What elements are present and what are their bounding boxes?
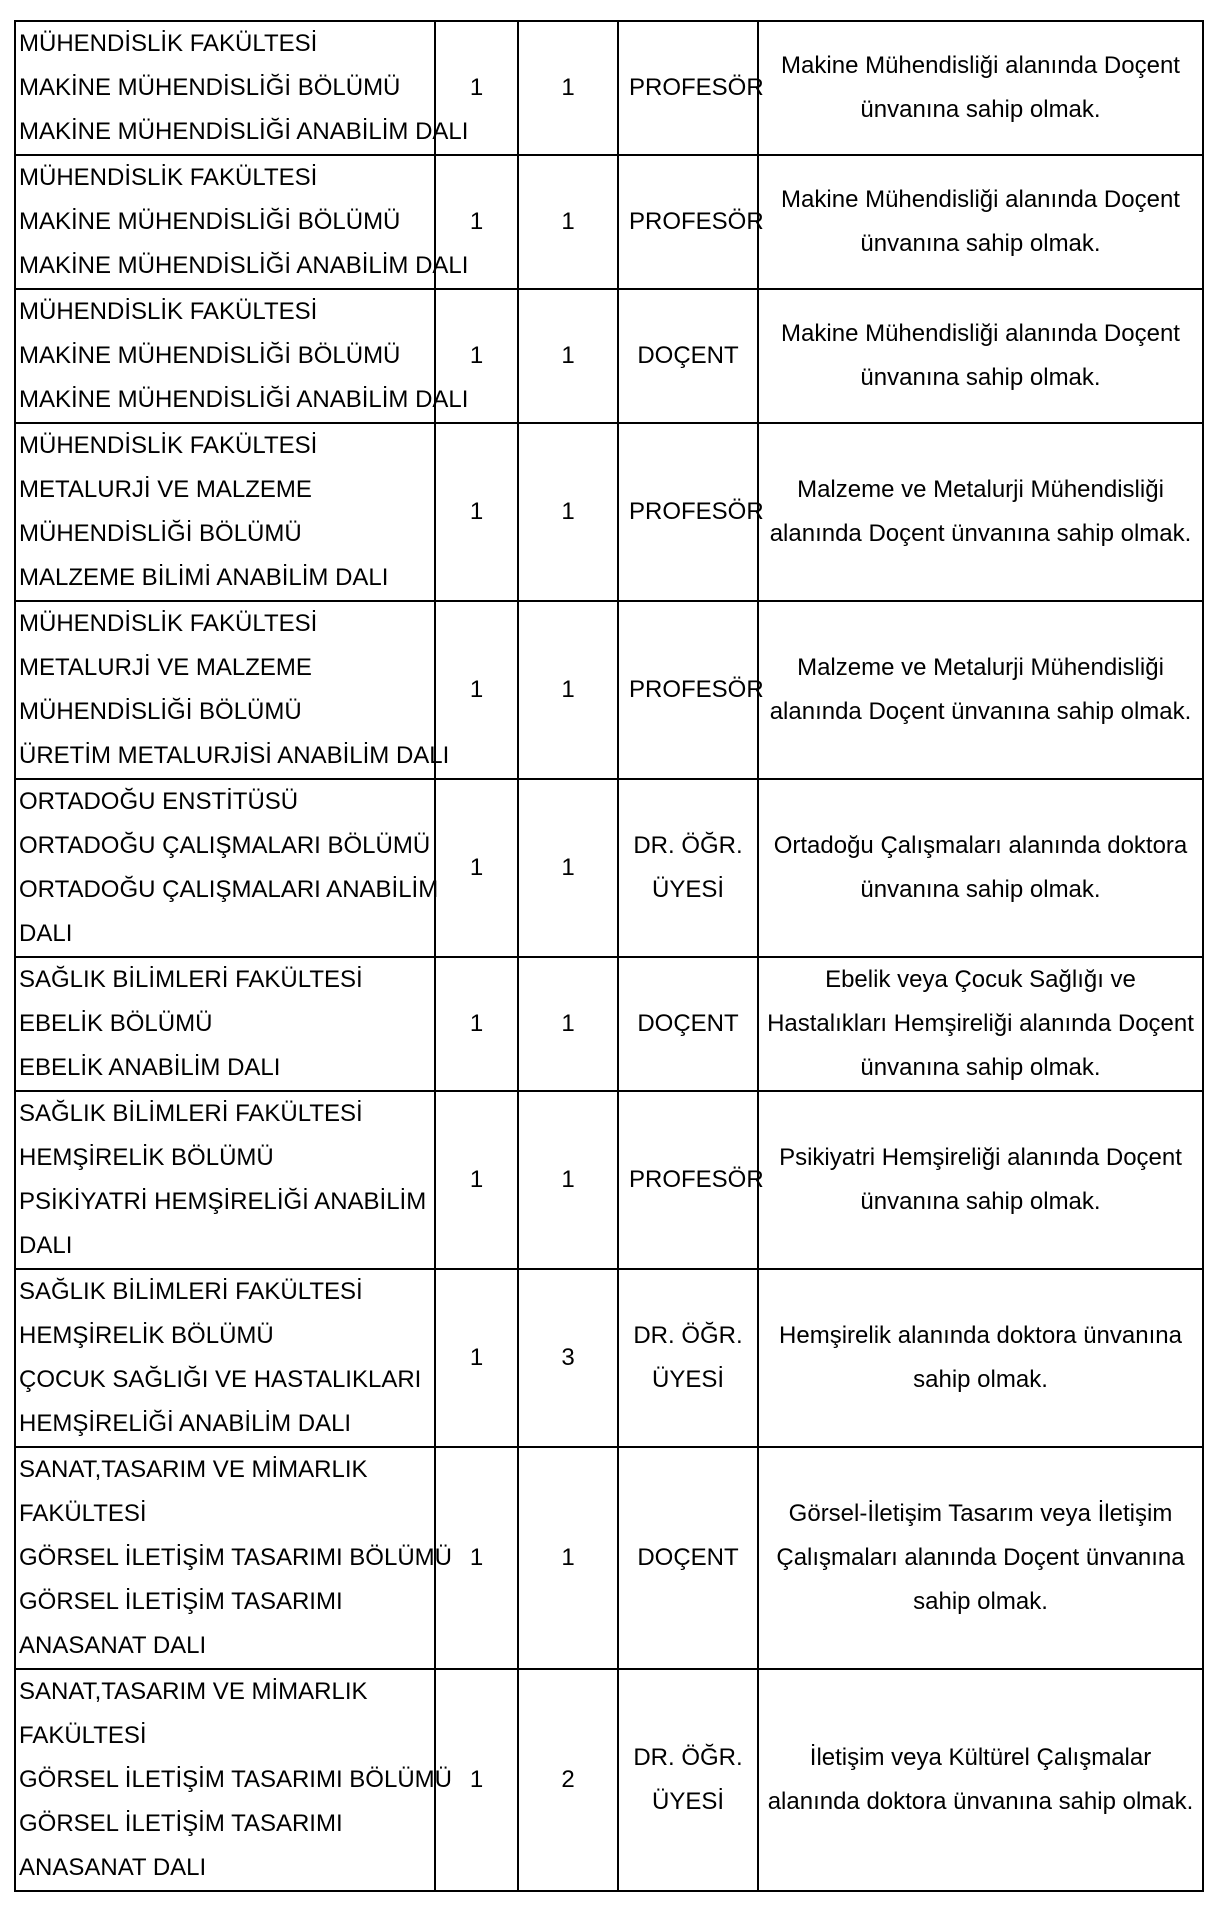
requirement-cell [758,957,1203,1091]
title-cell [618,601,764,779]
unit-line: MAKİNE MÜHENDİSLİĞİ BÖLÜMÜ [19,342,401,369]
title-cell [618,1269,758,1447]
unit-line: SANAT,TASARIM VE MİMARLIK [19,1678,368,1705]
title-cell [618,289,758,423]
requirement-cell [758,423,1203,601]
title-cell-text: DOÇENT [637,1544,739,1571]
requirement-cell [758,601,1203,779]
quantity-cell-text: 1 [561,208,575,235]
quantity-cell [518,1269,618,1447]
unit-line: ÜRETİM METALURJİSİ ANABİLİM DALI [19,742,450,769]
table-row [15,155,1203,289]
requirement-cell-text: İletişim veya Kültürel Çalışmalar alanında doktora ünvanına sahip olmak. [767,1744,1194,1815]
unit-line: GÖRSEL İLETİŞİM TASARIMI [19,1810,343,1837]
unit-cell [15,289,469,423]
requirement-cell-text: Makine Mühendisliği alanında Doçent ünvanına sahip olmak. [781,52,1180,123]
unit-line: ÇOCUK SAĞLIĞI VE HASTALIKLARI [19,1366,422,1393]
unit-line: MÜHENDİSLİĞİ BÖLÜMÜ [19,698,302,725]
count-cell [435,957,518,1091]
count-cell-text: 1 [469,1166,484,1193]
unit-line: MAKİNE MÜHENDİSLİĞİ ANABİLİM DALI [19,386,469,413]
unit-line: ORTADOĞU ÇALIŞMALARI ANABİLİM [19,876,439,903]
unit-cell [15,1269,435,1447]
requirement-cell-text: Hemşirelik alanında doktora ünvanına sahip olmak. [779,1322,1182,1393]
requirement-cell [758,289,1203,423]
quantity-cell [518,779,618,957]
requirement-cell [758,155,1203,289]
unit-line: GÖRSEL İLETİŞİM TASARIMI BÖLÜMÜ [19,1544,452,1571]
unit-line: MÜHENDİSLİĞİ BÖLÜMÜ [19,520,302,547]
unit-line: MÜHENDİSLİK FAKÜLTESİ [19,30,318,57]
quantity-cell [518,289,618,423]
unit-line: EBELİK BÖLÜMÜ [19,1010,213,1037]
requirement-cell-text: Malzeme ve Metalurji Mühendisliği alanında Doçent ünvanına sahip olmak. [769,476,1192,547]
quantity-cell [518,423,618,601]
quantity-cell [518,21,618,155]
requirement-cell [758,21,1203,155]
unit-line: ORTADOĞU ÇALIŞMALARI BÖLÜMÜ [19,832,431,859]
count-cell-text: 1 [469,854,484,881]
unit-line: EBELİK ANABİLİM DALI [19,1054,281,1081]
unit-cell [15,601,450,779]
count-cell [435,779,518,957]
count-cell-text: 1 [469,676,484,703]
quantity-cell-text: 1 [561,1010,575,1037]
table-row [15,1447,1203,1669]
table-row [15,21,1203,155]
title-cell-text: PROFESÖR [629,74,764,101]
quantity-cell-text: 3 [561,1344,575,1371]
title-cell-text: DOÇENT [637,342,739,369]
quantity-cell-text: 1 [561,1166,575,1193]
unit-line: SAĞLIK BİLİMLERİ FAKÜLTESİ [19,1278,363,1305]
quantity-cell-text: 1 [561,854,575,881]
requirement-cell-text: Malzeme ve Metalurji Mühendisliği alanında Doçent ünvanına sahip olmak. [769,654,1192,725]
table-row [15,1091,1203,1269]
count-cell-text: 1 [469,342,484,369]
title-cell-text: DOÇENT [637,1010,739,1037]
count-cell-text: 1 [469,498,484,525]
quantity-cell-text: 1 [561,342,575,369]
unit-cell [15,779,439,957]
quantity-cell-text: 1 [561,498,575,525]
table-row [15,1269,1203,1447]
count-cell-text: 1 [469,208,484,235]
unit-line: MAKİNE MÜHENDİSLİĞİ ANABİLİM DALI [19,118,469,145]
unit-line: DALI [19,1232,73,1259]
requirement-cell [758,1669,1203,1891]
unit-line: MÜHENDİSLİK FAKÜLTESİ [19,432,318,459]
requirement-cell-text: Görsel-İletişim Tasarım veya İletişim Çalışmaları alanında Doçent ünvanına sahip olmak. [776,1500,1185,1615]
title-cell-text: PROFESÖR [629,676,764,703]
quantity-cell [518,957,618,1091]
unit-line: METALURJİ VE MALZEME [19,476,312,503]
unit-line: DALI [19,920,73,947]
table-row [15,1669,1203,1891]
quantity-cell [518,1447,618,1669]
title-cell [618,1669,758,1891]
title-cell [618,1447,758,1669]
count-cell-text: 1 [469,1344,484,1371]
unit-line: ORTADOĞU ENSTİTÜSÜ [19,788,299,815]
unit-cell [15,155,469,289]
unit-line: HEMŞİRELİĞİ ANABİLİM DALI [19,1410,352,1437]
requirement-cell-text: Makine Mühendisliği alanında Doçent ünvanına sahip olmak. [781,320,1180,391]
quantity-cell-text: 1 [561,676,575,703]
unit-cell [15,1091,435,1269]
title-cell [618,155,764,289]
unit-line: MÜHENDİSLİK FAKÜLTESİ [19,164,318,191]
count-cell [435,1091,518,1269]
unit-cell [15,1447,452,1669]
title-cell-text: DR. ÖĞR. ÜYESİ [633,1744,743,1815]
title-cell-text: PROFESÖR [629,498,764,525]
unit-line: FAKÜLTESİ [19,1722,147,1749]
unit-line: HEMŞİRELİK BÖLÜMÜ [19,1322,274,1349]
quantity-cell [518,1669,618,1891]
unit-cell [15,1669,452,1891]
unit-line: MAKİNE MÜHENDİSLİĞİ ANABİLİM DALI [19,252,469,279]
title-cell-text: DR. ÖĞR. ÜYESİ [633,832,743,903]
unit-line: MÜHENDİSLİK FAKÜLTESİ [19,610,318,637]
count-cell-text: 1 [469,1010,484,1037]
requirement-cell [758,1269,1203,1447]
title-cell [618,1091,764,1269]
requirement-cell [758,779,1203,957]
unit-cell [15,957,435,1091]
title-cell-text: DR. ÖĞR. ÜYESİ [633,1322,743,1393]
count-cell-text: 1 [469,1766,484,1793]
count-cell [435,1269,518,1447]
unit-line: GÖRSEL İLETİŞİM TASARIMI [19,1588,343,1615]
unit-line: MÜHENDİSLİK FAKÜLTESİ [19,298,318,325]
title-cell-text: PROFESÖR [629,208,764,235]
unit-line: SANAT,TASARIM VE MİMARLIK [19,1456,368,1483]
unit-line: MALZEME BİLİMİ ANABİLİM DALI [19,564,389,591]
requirement-cell [758,1091,1203,1269]
quantity-cell-text: 2 [561,1766,575,1793]
unit-line: ANASANAT DALI [19,1632,207,1659]
unit-line: PSİKİYATRİ HEMŞİRELİĞİ ANABİLİM [19,1188,427,1215]
unit-cell [15,21,469,155]
unit-line: SAĞLIK BİLİMLERİ FAKÜLTESİ [19,966,363,993]
unit-line: HEMŞİRELİK BÖLÜMÜ [19,1144,274,1171]
count-cell [435,423,518,601]
unit-cell [15,423,435,601]
table-row [15,957,1203,1091]
positions-table-body [15,21,1203,1891]
requirement-cell [758,1447,1203,1669]
requirement-cell-text: Ortadoğu Çalışmaları alanında doktora ünvanına sahip olmak. [773,832,1188,903]
title-cell [618,957,758,1091]
title-cell [618,779,758,957]
table-row [15,423,1203,601]
title-cell-text: PROFESÖR [629,1166,764,1193]
quantity-cell-text: 1 [561,74,575,101]
unit-line: MAKİNE MÜHENDİSLİĞİ BÖLÜMÜ [19,74,401,101]
unit-line: FAKÜLTESİ [19,1500,147,1527]
table-row [15,289,1203,423]
count-cell-text: 1 [469,1544,484,1571]
quantity-cell [518,1091,618,1269]
unit-line: SAĞLIK BİLİMLERİ FAKÜLTESİ [19,1100,363,1127]
quantity-cell-text: 1 [561,1544,575,1571]
title-cell [618,423,764,601]
title-cell [618,21,764,155]
table-row [15,779,1203,957]
quantity-cell [518,155,618,289]
unit-line: METALURJİ VE MALZEME [19,654,312,681]
requirement-cell-text: Makine Mühendisliği alanında Doçent ünvanına sahip olmak. [781,186,1180,257]
count-cell-text: 1 [469,74,484,101]
table-row [15,601,1203,779]
requirement-cell-text: Ebelik veya Çocuk Sağlığı ve Hastalıkları Hemşireliği alanında Doçent ünvanına sahip olmak. [767,966,1194,1081]
positions-table [14,20,1204,1892]
quantity-cell [518,601,618,779]
unit-line: MAKİNE MÜHENDİSLİĞİ BÖLÜMÜ [19,208,401,235]
unit-line: GÖRSEL İLETİŞİM TASARIMI BÖLÜMÜ [19,1766,452,1793]
requirement-cell-text: Psikiyatri Hemşireliği alanında Doçent ünvanına sahip olmak. [779,1144,1182,1215]
unit-line: ANASANAT DALI [19,1854,207,1881]
